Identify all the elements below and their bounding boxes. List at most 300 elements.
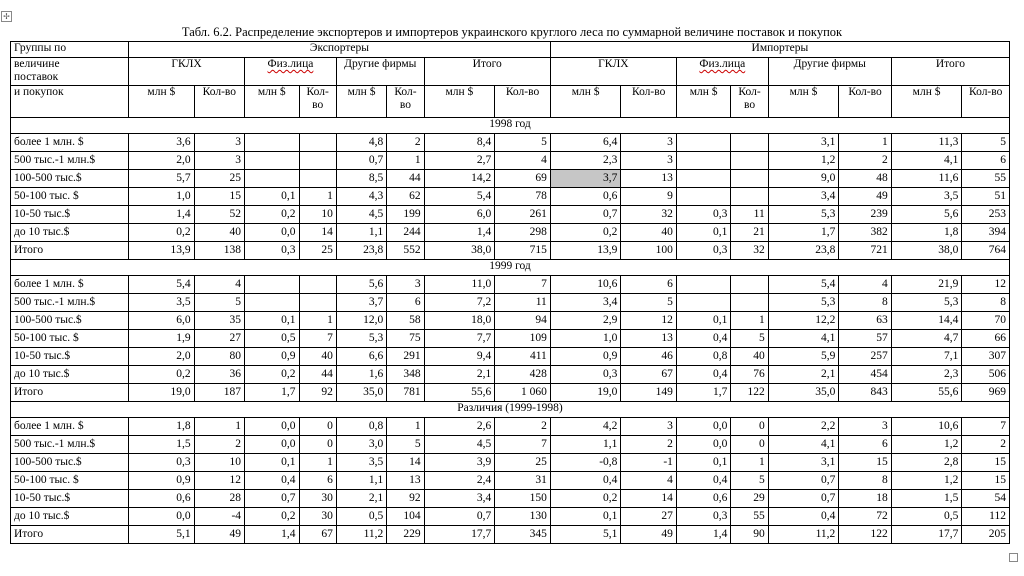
imp-other-header: Другие фирмы: [768, 58, 891, 86]
table-cell: 11: [731, 206, 768, 224]
section-title: 1999 год: [11, 260, 1010, 276]
row-label: более 1 млн. $: [11, 276, 129, 294]
table-row: [11, 170, 1010, 188]
table-cell: 4,3: [336, 188, 386, 206]
table-cell: 10: [194, 454, 244, 472]
table-cell: 0,6: [550, 188, 621, 206]
table-row: [11, 384, 1010, 402]
table-cell: 36: [194, 366, 244, 384]
table-cell: 5,9: [768, 348, 839, 366]
table-cell: 32: [621, 206, 676, 224]
table-cell: 11,2: [336, 526, 386, 544]
table-cell: 4,1: [768, 436, 839, 454]
table-cell: 5: [731, 330, 768, 348]
table-cell: 2,3: [891, 366, 962, 384]
table-cell: 58: [387, 312, 424, 330]
table-cell: 55,6: [891, 384, 962, 402]
table-cell: 32: [731, 242, 768, 260]
table-cell: 0,4: [676, 330, 730, 348]
table-row: [11, 472, 1010, 490]
table-cell: 94: [495, 312, 551, 330]
table-cell: 3: [194, 134, 244, 152]
table-cell: -0,8: [550, 454, 621, 472]
table-cell: 2,9: [550, 312, 621, 330]
table-cell: -1: [621, 454, 676, 472]
table-cell: 66: [962, 330, 1010, 348]
table-cell: 291: [387, 348, 424, 366]
table-cell: 253: [962, 206, 1010, 224]
table-cell: 35,0: [768, 384, 839, 402]
table-cell: 3,1: [768, 134, 839, 152]
table-cell: 10,6: [550, 276, 621, 294]
table-cell: 3,0: [336, 436, 386, 454]
table-cell: 3: [194, 152, 244, 170]
table-cell: 130: [495, 508, 551, 526]
table-cell: 2: [962, 436, 1010, 454]
table-cell: 9,0: [768, 170, 839, 188]
table-cell: 55: [962, 170, 1010, 188]
table-cell: 40: [299, 348, 336, 366]
table-cell: 2,4: [424, 472, 495, 490]
table-cell: 11: [495, 294, 551, 312]
table-cell: 21: [731, 224, 768, 242]
table-cell: 49: [621, 526, 676, 544]
table-cell: 0,1: [245, 188, 299, 206]
table-cell: 3: [621, 134, 676, 152]
table-cell: 0,3: [676, 508, 730, 526]
table-cell: 78: [495, 188, 551, 206]
table-cell: 0,1: [550, 508, 621, 526]
table-cell: 1,4: [245, 526, 299, 544]
table-cell: 298: [495, 224, 551, 242]
col-cnt: Кол-во: [495, 86, 551, 118]
table-cell: 0,1: [676, 224, 730, 242]
table-cell: 2: [621, 436, 676, 454]
table-cell: 199: [387, 206, 424, 224]
table-cell: 4: [194, 276, 244, 294]
col-cnt: Кол-во: [621, 86, 676, 118]
table-cell: 7,1: [891, 348, 962, 366]
table-cell: 13,9: [550, 242, 621, 260]
table-cell: 0: [731, 418, 768, 436]
table-cell: 0,5: [891, 508, 962, 526]
table-cell: 12: [194, 472, 244, 490]
table-cell: [299, 134, 336, 152]
table-cell: 3,4: [550, 294, 621, 312]
col-cnt: Кол-во: [299, 86, 336, 118]
table-cell: 38,0: [891, 242, 962, 260]
header-row-1: [11, 42, 1010, 58]
table-cell: 13,9: [129, 242, 195, 260]
table-cell: 5: [621, 294, 676, 312]
table-row: [11, 224, 1010, 242]
table-cell: 55,6: [424, 384, 495, 402]
row-label: 50-100 тыс. $: [11, 188, 129, 206]
table-cell: 0,0: [245, 436, 299, 454]
table-cell: 12: [621, 312, 676, 330]
table-cell: 394: [962, 224, 1010, 242]
table-cell: 0: [299, 436, 336, 454]
table-cell: 1,6: [336, 366, 386, 384]
row-label: 500 тыс.-1 млн.$: [11, 294, 129, 312]
table-cell: 7: [962, 418, 1010, 436]
table-cell: 3: [621, 152, 676, 170]
table-cell: 0: [731, 436, 768, 454]
row-label: более 1 млн. $: [11, 418, 129, 436]
group-header-line1: Группы по: [11, 42, 129, 58]
highlighted-cell: 3,7: [550, 170, 621, 188]
table-row: [11, 134, 1010, 152]
table-cell: 1,4: [424, 224, 495, 242]
table-cell: 0,1: [245, 454, 299, 472]
col-mln: млн $: [129, 86, 195, 118]
table-cell: 0,2: [550, 490, 621, 508]
table-cell: 2: [495, 418, 551, 436]
table-cell: 5: [194, 294, 244, 312]
table-cell: [676, 294, 730, 312]
row-label: до 10 тыс.$: [11, 508, 129, 526]
table-cell: 1: [731, 454, 768, 472]
table-cell: 11,6: [891, 170, 962, 188]
table-cell: 14: [387, 454, 424, 472]
table-cell: 19,0: [550, 384, 621, 402]
table-cell: 8: [839, 294, 891, 312]
table-cell: 13: [387, 472, 424, 490]
col-mln: млн $: [891, 86, 962, 118]
table-cell: 4,5: [424, 436, 495, 454]
section-header-row: [11, 260, 1010, 276]
table-cell: 30: [299, 490, 336, 508]
table-cell: 0,9: [550, 348, 621, 366]
table-cell: 8,4: [424, 134, 495, 152]
table-cell: 0,2: [550, 224, 621, 242]
col-cnt: Кол-во: [962, 86, 1010, 118]
section-title: 1998 год: [11, 118, 1010, 134]
table-cell: 25: [299, 242, 336, 260]
table-cell: 5: [731, 472, 768, 490]
table-cell: 1,5: [129, 436, 195, 454]
table-row: [11, 526, 1010, 544]
table-cell: 7: [299, 330, 336, 348]
table-cell: 411: [495, 348, 551, 366]
table-cell: 6: [962, 152, 1010, 170]
table-cell: 205: [962, 526, 1010, 544]
table-cell: 76: [731, 366, 768, 384]
header-row-3: [11, 86, 1010, 118]
table-cell: 0,4: [245, 472, 299, 490]
table-cell: 104: [387, 508, 424, 526]
table-cell: 843: [839, 384, 891, 402]
table-cell: 52: [194, 206, 244, 224]
table-cell: 1,7: [768, 224, 839, 242]
table-cell: 31: [495, 472, 551, 490]
table-cell: 23,8: [336, 242, 386, 260]
table-row: [11, 454, 1010, 472]
table-cell: 382: [839, 224, 891, 242]
row-label: 50-100 тыс. $: [11, 472, 129, 490]
table-cell: 2,8: [891, 454, 962, 472]
table-cell: 1 060: [495, 384, 551, 402]
table-cell: 11,2: [768, 526, 839, 544]
table-cell: 5: [495, 134, 551, 152]
col-mln: млн $: [768, 86, 839, 118]
table-cell: 1,5: [891, 490, 962, 508]
table-cell: 14,4: [891, 312, 962, 330]
table-row: [11, 330, 1010, 348]
table-cell: 3,4: [768, 188, 839, 206]
table-cell: 4: [621, 472, 676, 490]
table-cell: 10,6: [891, 418, 962, 436]
table-cell: 0,3: [129, 454, 195, 472]
table-cell: 261: [495, 206, 551, 224]
table-cell: 3,5: [129, 294, 195, 312]
table-cell: 122: [731, 384, 768, 402]
table-cell: 75: [387, 330, 424, 348]
table-cell: 40: [194, 224, 244, 242]
table-cell: 715: [495, 242, 551, 260]
table-cell: [299, 170, 336, 188]
table-cell: 0,1: [245, 312, 299, 330]
table-cell: 14,2: [424, 170, 495, 188]
table-cell: 239: [839, 206, 891, 224]
table-cell: 1,2: [891, 436, 962, 454]
table-cell: 90: [731, 526, 768, 544]
table-cell: 2,7: [424, 152, 495, 170]
table-cell: 5,3: [768, 206, 839, 224]
table-cell: 15: [962, 454, 1010, 472]
table-cell: [676, 170, 730, 188]
table-cell: 4,8: [336, 134, 386, 152]
table-cell: 5,1: [550, 526, 621, 544]
table-cell: 229: [387, 526, 424, 544]
table-cell: 0,1: [676, 312, 730, 330]
table-cell: 14: [299, 224, 336, 242]
table-cell: 46: [621, 348, 676, 366]
table-cell: 2,1: [424, 366, 495, 384]
table-cell: 6,0: [129, 312, 195, 330]
table-cell: 1: [299, 312, 336, 330]
table-cell: -4: [194, 508, 244, 526]
table-cell: 48: [839, 170, 891, 188]
table-cell: 1,2: [768, 152, 839, 170]
table-cell: 149: [621, 384, 676, 402]
table-cell: 0,7: [245, 490, 299, 508]
table-cell: 1,4: [129, 206, 195, 224]
col-mln: млн $: [550, 86, 621, 118]
table-cell: 3,9: [424, 454, 495, 472]
table-cell: 0,8: [336, 418, 386, 436]
table-cell: 3: [839, 418, 891, 436]
table-cell: 969: [962, 384, 1010, 402]
table-cell: 150: [495, 490, 551, 508]
table-row: [11, 242, 1010, 260]
table-cell: 25: [495, 454, 551, 472]
table-cell: 57: [839, 330, 891, 348]
row-label: 10-50 тыс.$: [11, 490, 129, 508]
col-mln: млн $: [676, 86, 730, 118]
table-cell: 80: [194, 348, 244, 366]
exp-total-header: Итого: [424, 58, 550, 86]
table-row: [11, 276, 1010, 294]
table-cell: 4,5: [336, 206, 386, 224]
table-cell: 764: [962, 242, 1010, 260]
table-cell: 5: [962, 134, 1010, 152]
table-cell: 2,1: [768, 366, 839, 384]
exp-gklh-header: ГКЛХ: [129, 58, 245, 86]
table-cell: [245, 170, 299, 188]
table-cell: 2,0: [129, 348, 195, 366]
exp-other-header: Другие фирмы: [336, 58, 424, 86]
table-cell: 67: [621, 366, 676, 384]
table-cell: 1: [731, 312, 768, 330]
table-cell: 0,5: [336, 508, 386, 526]
table-cell: 6,4: [550, 134, 621, 152]
row-label: 100-500 тыс.$: [11, 312, 129, 330]
table-cell: [731, 134, 768, 152]
table-cell: 0,5: [245, 330, 299, 348]
table-cell: 2,0: [129, 152, 195, 170]
table-cell: [245, 294, 299, 312]
table-cell: 721: [839, 242, 891, 260]
table-cell: 30: [299, 508, 336, 526]
table-cell: 6,0: [424, 206, 495, 224]
table-cell: 6,6: [336, 348, 386, 366]
table-caption: Табл. 6.2. Распределение экспортеров и импортеров украинского круглого леса по суммарной величине поставок и покупок: [181, 25, 843, 39]
table-row: [11, 294, 1010, 312]
table-cell: [245, 152, 299, 170]
table-cell: 2,6: [424, 418, 495, 436]
table-cell: 122: [839, 526, 891, 544]
table-cell: 5,6: [891, 206, 962, 224]
table-cell: 1,1: [336, 472, 386, 490]
table-cell: 0,2: [245, 206, 299, 224]
table-row: [11, 348, 1010, 366]
table-cell: 109: [495, 330, 551, 348]
table-cell: 0: [299, 418, 336, 436]
table-cell: 3: [387, 276, 424, 294]
table-cell: [676, 134, 730, 152]
table-cell: 4,2: [550, 418, 621, 436]
table-cell: 0,2: [129, 224, 195, 242]
table-cell: 2: [387, 134, 424, 152]
table-cell: 3: [621, 418, 676, 436]
table-cell: [299, 276, 336, 294]
row-label: 100-500 тыс.$: [11, 454, 129, 472]
table-cell: 21,9: [891, 276, 962, 294]
table-cell: 23,8: [768, 242, 839, 260]
row-label: 100-500 тыс.$: [11, 170, 129, 188]
table-cell: 138: [194, 242, 244, 260]
table-cell: 5,4: [129, 276, 195, 294]
group-header-line4: и покупок: [11, 86, 129, 118]
table-cell: 0,6: [129, 490, 195, 508]
table-cell: 4,1: [768, 330, 839, 348]
table-row: [11, 418, 1010, 436]
table-move-handle-icon[interactable]: ✢: [1, 11, 12, 22]
table-cell: 0,4: [676, 472, 730, 490]
table-cell: 70: [962, 312, 1010, 330]
table-cell: 3,5: [336, 454, 386, 472]
table-cell: 454: [839, 366, 891, 384]
table-cell: 1,7: [676, 384, 730, 402]
table-resize-handle-icon[interactable]: [1009, 553, 1018, 562]
col-mln: млн $: [336, 86, 386, 118]
col-cnt: Кол-во: [194, 86, 244, 118]
table-cell: 27: [194, 330, 244, 348]
table-cell: 28: [194, 490, 244, 508]
table-cell: 15: [962, 472, 1010, 490]
table-cell: 5: [387, 436, 424, 454]
table-cell: 3,6: [129, 134, 195, 152]
row-label: 50-100 тыс. $: [11, 330, 129, 348]
table-cell: 38,0: [424, 242, 495, 260]
table-cell: [299, 294, 336, 312]
table-cell: 0,2: [245, 366, 299, 384]
table-cell: 5,4: [424, 188, 495, 206]
table-cell: 11,3: [891, 134, 962, 152]
table-cell: [245, 134, 299, 152]
col-mln: млн $: [424, 86, 495, 118]
table-cell: 8: [962, 294, 1010, 312]
row-label: 10-50 тыс.$: [11, 348, 129, 366]
table-cell: 7: [495, 276, 551, 294]
data-table: [10, 41, 1010, 544]
table-cell: 552: [387, 242, 424, 260]
table-cell: 0,3: [676, 242, 730, 260]
table-cell: 100: [621, 242, 676, 260]
table-cell: [299, 152, 336, 170]
row-label: 500 тыс.-1 млн.$: [11, 152, 129, 170]
table-cell: 307: [962, 348, 1010, 366]
table-row: [11, 436, 1010, 454]
table-cell: 0,4: [768, 508, 839, 526]
table-cell: 49: [839, 188, 891, 206]
table-cell: 0,0: [245, 224, 299, 242]
group-header-line2: величине поставок: [11, 58, 129, 86]
table-cell: 9: [621, 188, 676, 206]
table-cell: 15: [194, 188, 244, 206]
table-cell: 6: [839, 436, 891, 454]
table-cell: 54: [962, 490, 1010, 508]
table-cell: [676, 188, 730, 206]
table-cell: 244: [387, 224, 424, 242]
table-cell: 1,8: [891, 224, 962, 242]
table-cell: 345: [495, 526, 551, 544]
table-cell: 0,3: [245, 242, 299, 260]
table-cell: 1,1: [550, 436, 621, 454]
col-cnt: Кол-во: [387, 86, 424, 118]
table-cell: 0,2: [129, 366, 195, 384]
section-title: Различия (1999-1998): [11, 402, 1010, 418]
table-cell: 6: [387, 294, 424, 312]
table-cell: 7,7: [424, 330, 495, 348]
table-cell: 40: [731, 348, 768, 366]
table-cell: 44: [299, 366, 336, 384]
table-cell: 1,4: [676, 526, 730, 544]
table-cell: 1,0: [129, 188, 195, 206]
table-cell: 25: [194, 170, 244, 188]
table-cell: 35: [194, 312, 244, 330]
table-cell: 0,7: [768, 472, 839, 490]
table-cell: 3,7: [336, 294, 386, 312]
table-cell: 781: [387, 384, 424, 402]
table-cell: 35,0: [336, 384, 386, 402]
table-cell: [676, 152, 730, 170]
table-cell: 348: [387, 366, 424, 384]
table-cell: 69: [495, 170, 551, 188]
table-cell: 2,1: [336, 490, 386, 508]
table-cell: 1: [194, 418, 244, 436]
